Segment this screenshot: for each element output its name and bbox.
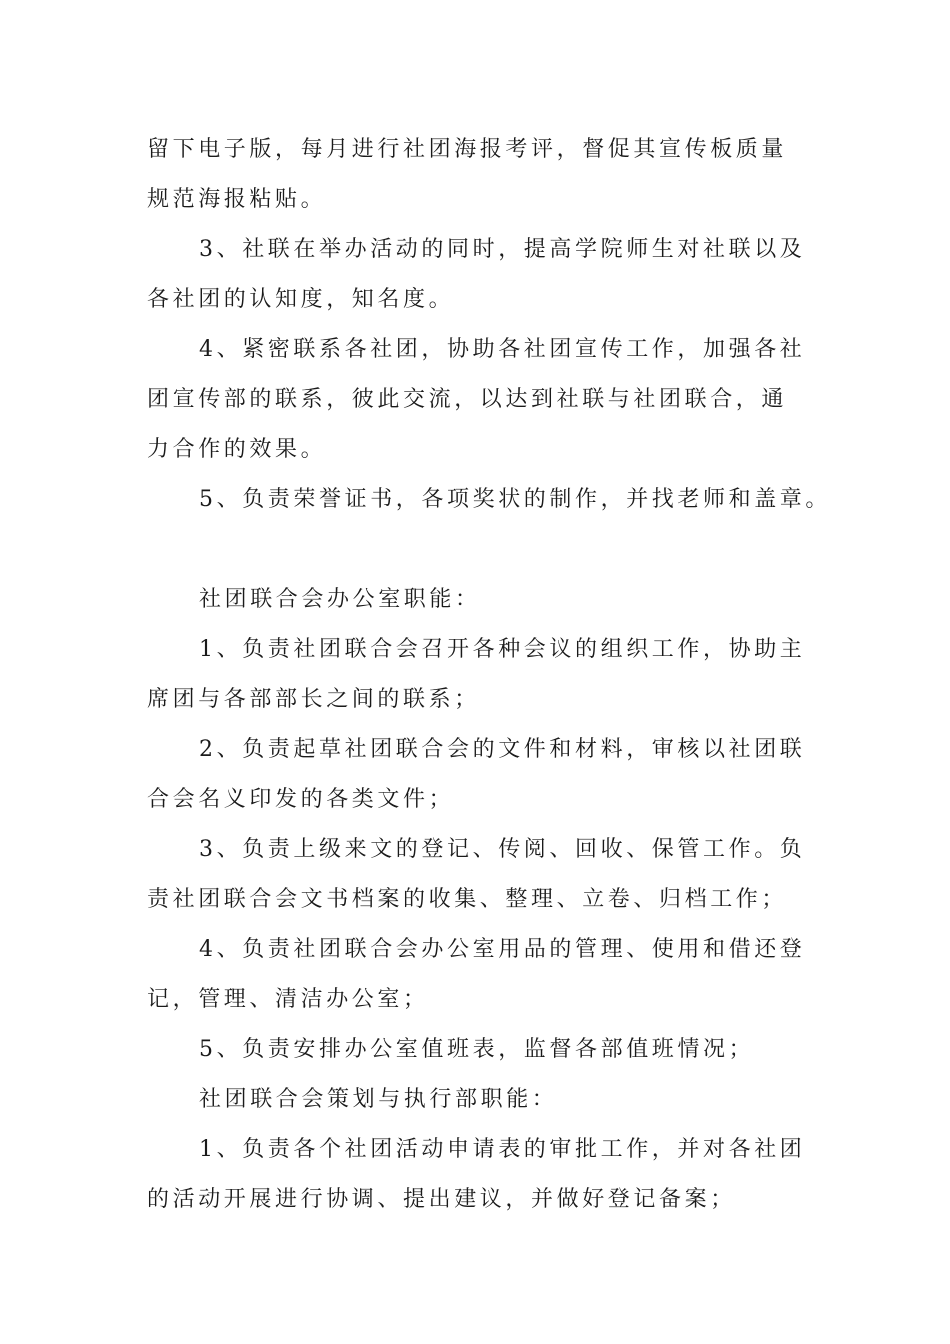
paragraph-line: 2、负责起草社团联合会的文件和材料，审核以社团联: [199, 737, 806, 762]
paragraph-line: 席团与各部部长之间的联系；: [147, 687, 480, 712]
paragraph-line: 规范海报粘贴。: [147, 187, 327, 212]
paragraph-line: 团宣传部的联系，彼此交流，以达到社联与社团联合，通: [147, 387, 788, 412]
paragraph-line: 1、负责各个社团活动申请表的审批工作，并对各社团: [199, 1137, 806, 1162]
section-heading: 社团联合会策划与执行部职能：: [199, 1087, 558, 1112]
blank-line: [147, 525, 827, 575]
paragraph-line: 的活动开展进行协调、提出建议，并做好登记备案；: [147, 1187, 736, 1212]
paragraph-line: 5、负责安排办公室值班表，监督各部值班情况；: [199, 1037, 755, 1062]
paragraph-line: 留下电子版，每月进行社团海报考评，督促其宣传板质量: [147, 137, 788, 162]
section-heading: 社团联合会办公室职能：: [199, 587, 481, 612]
paragraph-line: 各社团的认知度，知名度。: [147, 287, 455, 312]
paragraph-line: 5、负责荣誉证书，各项奖状的制作，并找老师和盖章。: [199, 487, 831, 512]
paragraph-line: 3、负责上级来文的登记、传阅、回收、保管工作。负: [199, 837, 806, 862]
document-body: [147, 125, 831, 1225]
paragraph-line: 4、紧密联系各社团，协助各社团宣传工作，加强各社: [199, 337, 806, 362]
paragraph-line: 力合作的效果。: [147, 437, 327, 462]
paragraph-line: 4、负责社团联合会办公室用品的管理、使用和借还登: [199, 937, 806, 962]
paragraph-line: 责社团联合会文书档案的收集、整理、立卷、归档工作；: [147, 887, 788, 912]
paragraph-line: 1、负责社团联合会召开各种会议的组织工作，协助主: [199, 637, 806, 662]
paragraph-line: 记，管理、清洁办公室；: [147, 987, 429, 1012]
paragraph-line: 3、社联在举办活动的同时，提高学院师生对社联以及: [199, 237, 806, 262]
paragraph-line: 合会名义印发的各类文件；: [147, 787, 455, 812]
